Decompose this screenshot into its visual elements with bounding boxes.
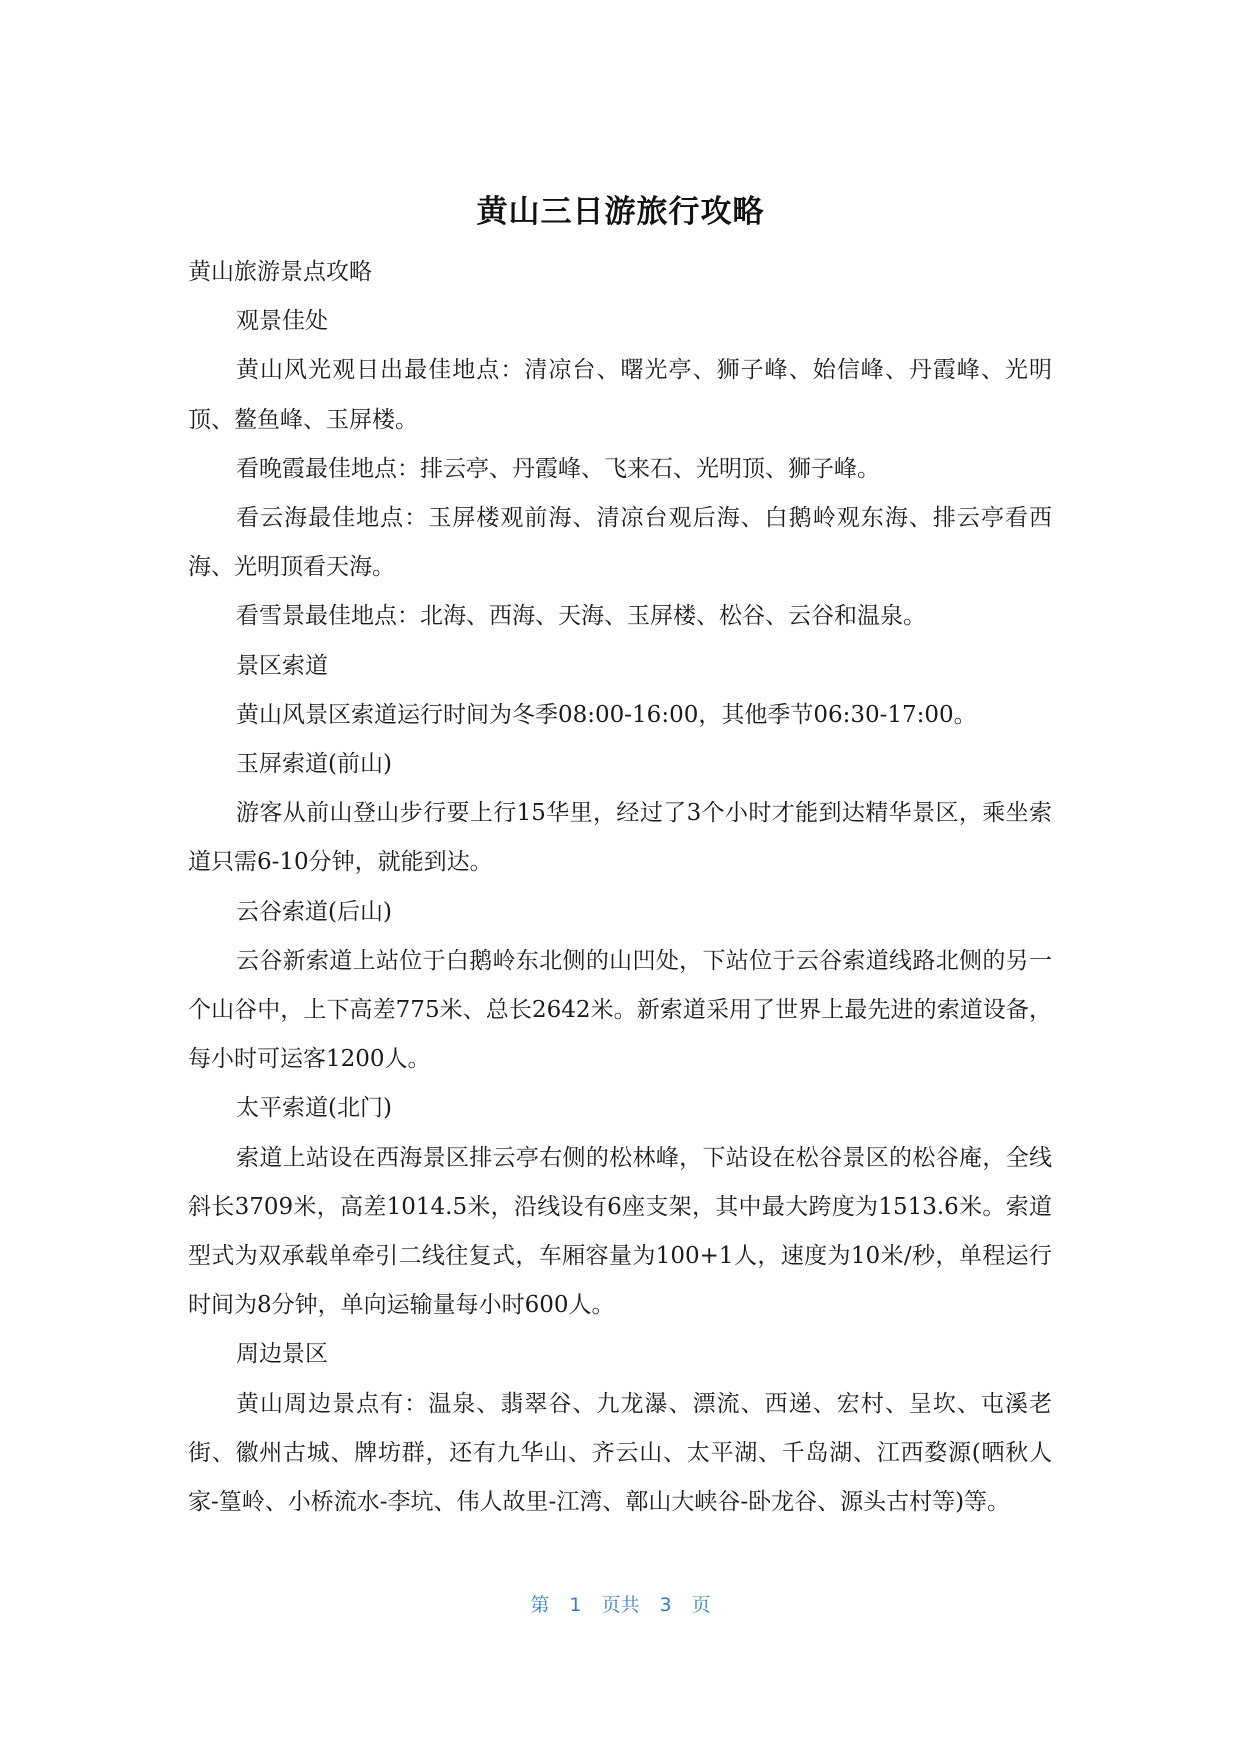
paragraph: 看晚霞最佳地点：排云亭、丹霞峰、飞来石、光明顶、狮子峰。 [236,455,880,482]
paragraph: 黄山风景区索道运行时间为冬季08:00-16:00，其他季节06:30-17:00。 [236,701,977,728]
subsection-heading: 周边景区 [236,1341,328,1368]
subsection-heading: 太平索道(北门) [236,1095,392,1122]
paragraph: 黄山周边景点有：温泉、翡翠谷、九龙瀑、漂流、西递、宏村、呈坎、屯溪老街、徽州古城、牌坊群，还有九华山、齐云山、太平湖、千岛湖、江西婺源(晒秋人家-篁岭、小桥流水-李坑、伟人故里-江湾、鄣山大峡谷-卧龙谷、源头古村等)等。 [188,1390,1052,1516]
paragraph: 云谷新索道上站位于白鹅岭东北侧的山凹处，下站位于云谷索道线路北侧的另一个山谷中，上下高差775米、总长2642米。新索道采用了世界上最先进的索道设备，每小时可运客1200人。 [188,947,1052,1073]
subsection-heading: 云谷索道(后山) [236,898,392,925]
paragraph: 游客从前山登山步行要上行15华里，经过了3个小时才能到达精华景区，乘坐索道只需6-10分钟，就能到达。 [188,800,1052,876]
paragraph: 看雪景最佳地点：北海、西海、天海、玉屏楼、松谷、云谷和温泉。 [236,603,926,630]
paragraph: 看云海最佳地点：玉屏楼观前海、清凉台观后海、白鹅岭观东海、排云亭看西海、光明顶看天海。 [188,505,1052,581]
paragraph: 黄山风光观日出最佳地点：清凉台、曙光亭、狮子峰、始信峰、丹霞峰、光明顶、鳌鱼峰、玉屏楼。 [188,357,1052,433]
subsection-heading: 观景佳处 [236,308,328,335]
subsection-heading: 景区索道 [236,652,328,679]
page-number-footer: 第 1 页共 3 页 [530,1594,711,1616]
subsection-heading: 玉屏索道(前山) [236,751,392,778]
document-body [188,248,1052,1527]
section-heading: 黄山旅游景点攻略 [188,259,372,285]
document-title: 黄山三日游旅行攻略 [476,194,765,230]
paragraph: 索道上站设在西海景区排云亭右侧的松林峰，下站设在松谷景区的松谷庵，全线斜长3709米，高差1014.5米，沿线设有6座支架，其中最大跨度为1513.6米。索道型式为双承载单牵引二线往复式，车厢容量为100+1人，速度为10米/秒，单程运行时间为8分钟，单向运输量每小时600人。 [188,1144,1052,1319]
